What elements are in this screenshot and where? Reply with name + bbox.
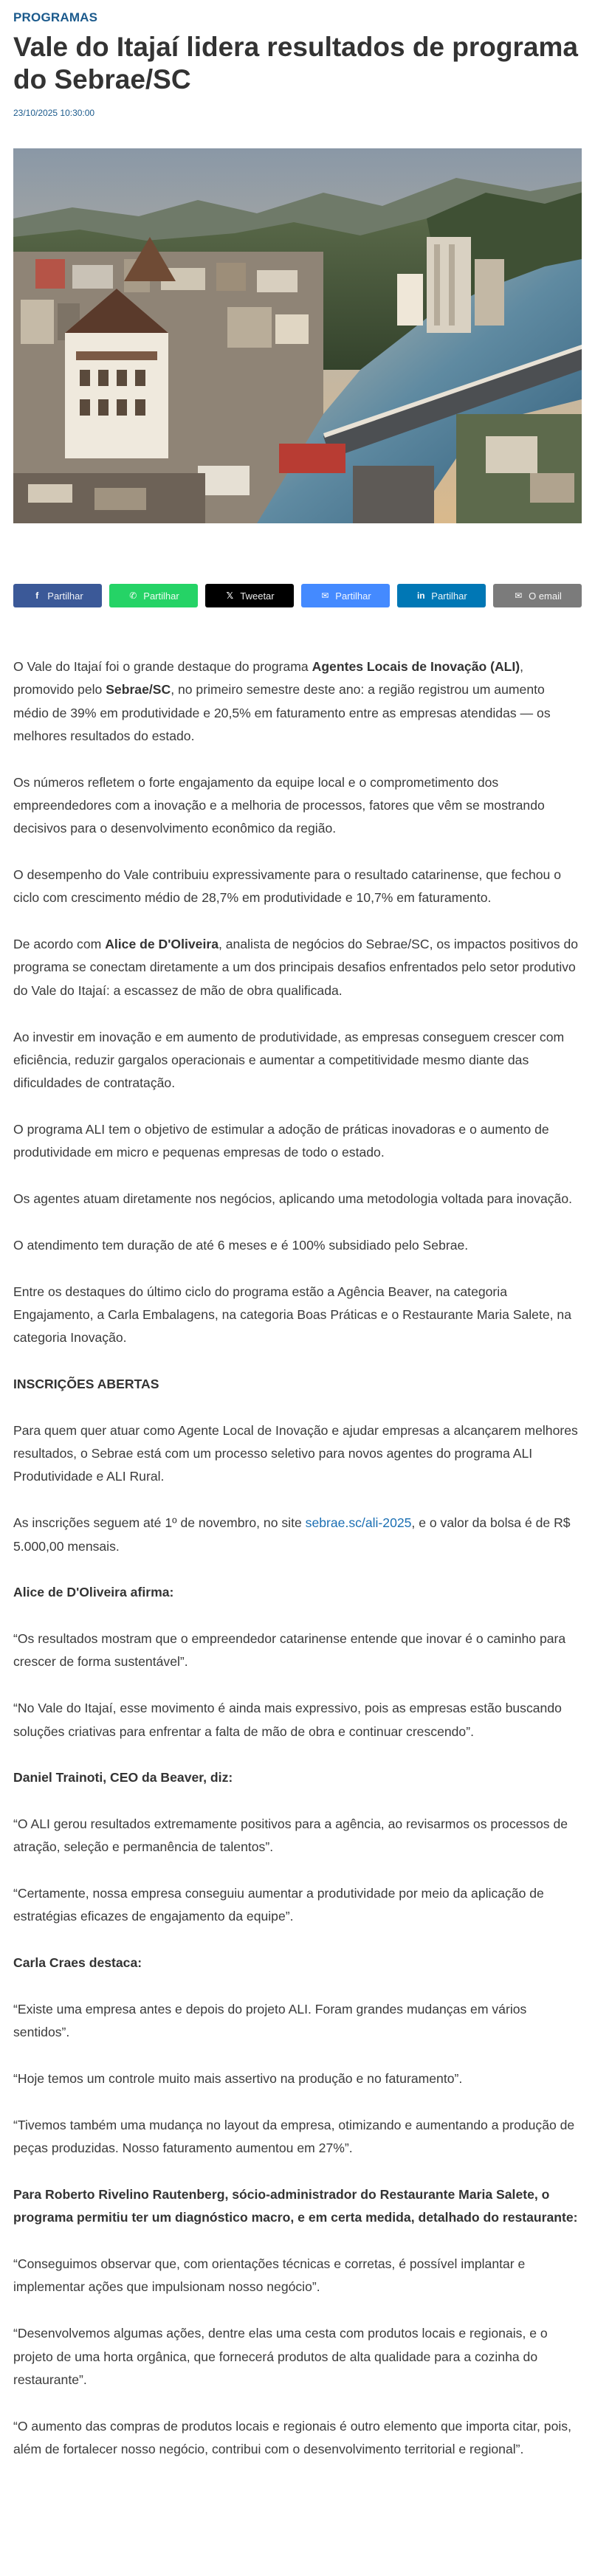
speaker-heading-roberto: Para Roberto Rivelino Rautenberg, sócio-administrador do Restaurante Maria Salete, o programa permitiu ter um diagnóstico macro, e em certa medida, detalhado do restaurante:	[13, 2187, 578, 2225]
share-button-messenger[interactable]	[301, 584, 390, 607]
share-button-facebook[interactable]	[13, 584, 102, 607]
quote-2: “No Vale do Itajaí, esse movimento é ainda mais expressivo, pois as empresas estão buscando soluções criativas para enfrentar a falta de mão de obra e continuar crescendo”.	[13, 1701, 562, 1739]
share-button-email[interactable]	[493, 584, 582, 607]
paragraph-10: Para quem quer atuar como Agente Local de Inovação e ajudar empresas a alcançarem melhores resultados, o Sebrae está com um processo seletivo para novos agentes do programa ALI Produtividade e ALI Rural.	[13, 1422, 578, 1484]
email-icon: ✉	[515, 590, 523, 601]
share-button-label: Tweetar	[240, 590, 275, 602]
paragraph-5: Ao investir em inovação e em aumento de produtividade, as empresas conseguem crescer com eficiência, reduzir gargalos operacionais e aumentar a competitividade mesmo diante das dificuldades de contratação.	[13, 1029, 565, 1091]
quote-6: “Hoje temos um controle muito mais assertivo na produção e no faturamento”.	[13, 2071, 463, 2087]
paragraph-8: O atendimento tem duração de até 6 meses e é 100% subsidiado pelo Sebrae.	[13, 1237, 469, 1253]
quote-7: “Tivemos também uma mudança no layout da empresa, otimizando e aumentando a produção de peças produzidas. Nosso faturamento aumentou em 27%”.	[13, 2117, 575, 2156]
paragraph-9: Entre os destaques do último ciclo do programa estão a Agência Beaver, na categoria Engajamento, a Carla Embalagens, na categoria Boas Práticas e o Restaurante Maria Salete, na categoria Inovação.	[13, 1284, 571, 1346]
registration-link[interactable]: sebrae.sc/ali-2025	[305, 1515, 412, 1531]
speaker-heading-carla: Carla Craes destaca:	[13, 1955, 142, 1971]
article-title: Vale do Itajaí lidera resultados de programa do Sebrae/SC	[13, 32, 578, 94]
publish-date: 23/10/2025 10:30:00	[13, 108, 95, 118]
quote-3: “O ALI gerou resultados extremamente positivos para a agência, ao revisarmos os processos de atração, seleção e permanência de talentos”.	[13, 1816, 568, 1855]
share-button-label: Partilhar	[47, 590, 83, 602]
share-button-whatsapp[interactable]	[109, 584, 198, 607]
paragraph-4: De acordo com Alice de D'Oliveira, analista de negócios do Sebrae/SC, os impactos positivos do programa se conectam diretamente a um dos principais desafios enfrentados pelo setor produtivo do Vale do Itajaí: a escassez de mão de obra qualificada.	[13, 937, 579, 998]
share-button-x[interactable]	[205, 584, 294, 607]
aerial-city-photo	[13, 148, 582, 523]
speaker-heading-alice: Alice de D'Oliveira afirma:	[13, 1585, 174, 1600]
quote-4: “Certamente, nossa empresa conseguiu aumentar a produtividade por meio da aplicação de estratégias eficazes de engajamento da equipe”.	[13, 1886, 544, 1924]
share-button-label: Partilhar	[431, 590, 467, 602]
share-button-label: O email	[529, 590, 562, 602]
paragraph-6: O programa ALI tem o objetivo de estimular a adoção de práticas inovadoras e o aumento de produtividade em micro e pequenas empresas de todo o estado.	[13, 1121, 549, 1160]
quote-10: “O aumento das compras de produtos locais e regionais é outro elemento que importa citar, pois, além de fortalecer nosso negócio, contribui com o desenvolvimento territorial e regional”.	[13, 2418, 571, 2456]
quote-8: “Conseguimos observar que, com orientações técnicas e corretas, é possível implantar e implementar ações que impulsionam nosso negócio”.	[13, 2256, 526, 2295]
section-heading-inscricoes: INSCRIÇÕES ABERTAS	[13, 1377, 159, 1392]
whatsapp-icon: ✆	[129, 590, 137, 601]
paragraph-3: O desempenho do Vale contribuiu expressivamente para o resultado catarinense, que fechou o ciclo com crescimento médio de 28,7% em produtividade e 10,7% em faturamento.	[13, 867, 562, 906]
paragraph-2: Os números refletem o forte engajamento da equipe local e o comprometimento dos empreendedores com a inovação e a melhoria de processos, fatores que vêm se mostrando decisivos para o desenvolvimento econômico da região.	[13, 774, 545, 836]
category-label[interactable]: PROGRAMAS	[13, 10, 98, 24]
share-button-label: Partilhar	[143, 590, 179, 602]
x-icon: 𝕏	[226, 590, 234, 601]
speaker-heading-daniel: Daniel Trainoti, CEO da Beaver, diz:	[13, 1770, 233, 1785]
quote-9: “Desenvolvemos algumas ações, dentre elas uma cesta com produtos locais e regionais, e o projeto de uma horta orgânica, que fornecerá produtos de alta qualidade para a cozinha do restaurante”.	[13, 2326, 548, 2387]
share-button-linkedin[interactable]	[397, 584, 486, 607]
paragraph-7: Os agentes atuam diretamente nos negócios, aplicando uma metodologia voltada para inovação.	[13, 1191, 573, 1207]
share-bar	[13, 584, 582, 607]
paragraph-1: O Vale do Itajaí foi o grande destaque do programa Agentes Locais de Inovação (ALI), promovido pelo Sebrae/SC, no primeiro semestre deste ano: a região registrou um aumento médio de 39% em produtividade e 20,5% em faturamento entre as empresas atendidas — os melhores resultados do estado.	[13, 659, 551, 743]
hero-image	[13, 148, 582, 523]
article-body	[13, 655, 582, 2484]
paragraph-11: As inscrições seguem até 1º de novembro, no site sebrae.sc/ali-2025, e o valor da bolsa é de R$ 5.000,00 mensais.	[13, 1515, 571, 1554]
messenger-icon: ✉	[321, 590, 329, 601]
quote-1: “Os resultados mostram que o empreendedor catarinense entende que inovar é o caminho para crescer de forma sustentável”.	[13, 1631, 566, 1670]
facebook-icon: f	[35, 590, 39, 601]
linkedin-icon: in	[416, 590, 425, 601]
share-button-label: Partilhar	[335, 590, 371, 602]
quote-5: “Existe uma empresa antes e depois do projeto ALI. Foram grandes mudanças em vários sentidos”.	[13, 2002, 527, 2040]
